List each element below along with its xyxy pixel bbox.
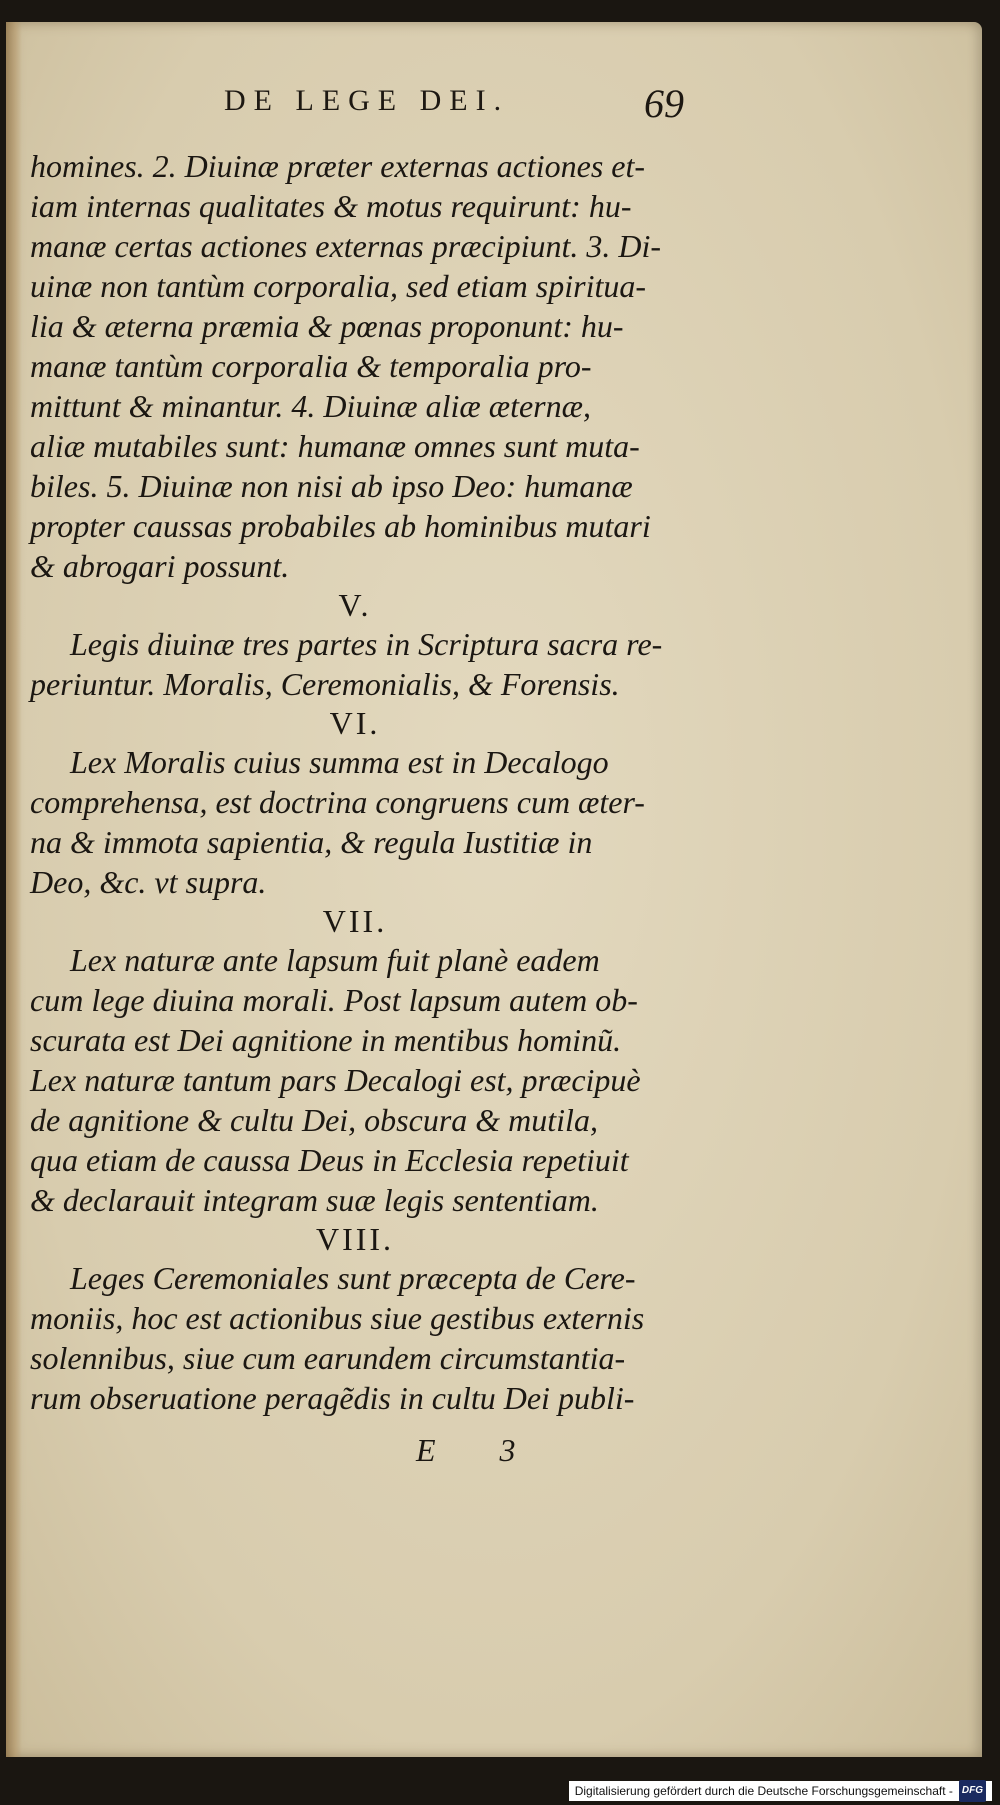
page-text-block <box>30 146 680 1418</box>
book-page <box>6 22 982 1757</box>
text-line: uinæ non tantùm corporalia, sed etiam spiritua- <box>30 268 646 304</box>
section-numeral: VIII. <box>315 1221 395 1257</box>
digitization-credit <box>569 1781 992 1801</box>
text-line: comprehensa, est doctrina congruens cum æter- <box>30 784 645 820</box>
text-line: mittunt & minantur. 4. Diuinæ aliæ æternæ, <box>30 388 591 424</box>
dfg-logo-icon: DFG <box>959 1780 986 1802</box>
text-line: propter caussas probabiles ab hominibus mutari <box>30 508 651 544</box>
page-number: 69 <box>644 81 684 126</box>
text-line: Lex naturæ tantum pars Decalogi est, præcipuè <box>30 1062 641 1098</box>
text-line: scurata est Dei agnitione in mentibus hominũ. <box>30 1022 622 1058</box>
text-line: homines. 2. Diuinæ præter externas actiones et- <box>30 148 646 184</box>
text-line: biles. 5. Diuinæ non nisi ab ipso Deo: humanæ <box>30 468 633 504</box>
section-numeral: VI. <box>329 705 381 741</box>
text-line: na & immota sapientia, & regula Iustitiæ in <box>30 824 593 860</box>
text-line: Legis diuinæ tres partes in Scriptura sacra re- <box>70 626 663 662</box>
text-line: lia & æterna præmia & pœnas proponunt: hu- <box>30 308 624 344</box>
running-title: DE LEGE DEI. <box>224 84 510 117</box>
section-numeral: VII. <box>322 903 388 939</box>
signature-mark: E 3 <box>416 1432 544 1468</box>
credit-text: Digitalisierung gefördert durch die Deutsche Forschungsgemeinschaft - <box>574 1784 953 1798</box>
text-line: cum lege diuina morali. Post lapsum autem ob- <box>30 982 638 1018</box>
text-line: manæ tantùm corporalia & temporalia pro- <box>30 348 592 384</box>
text-line: Deo, &c. vt supra. <box>30 864 267 900</box>
text-line: rum obseruatione peragẽdis in cultu Dei publi- <box>30 1380 635 1416</box>
text-line: manæ certas actiones externas præcipiunt. 3. Di- <box>30 228 662 264</box>
text-line: Lex Moralis cuius summa est in Decalogo <box>70 744 609 780</box>
text-line: qua etiam de caussa Deus in Ecclesia repetiuit <box>30 1142 629 1178</box>
text-line: & abrogari possunt. <box>30 548 290 584</box>
section-numeral: V. <box>338 587 372 623</box>
text-line: de agnitione & cultu Dei, obscura & mutila, <box>30 1102 598 1138</box>
text-line: iam internas qualitates & motus requirunt: hu- <box>30 188 632 224</box>
text-line: moniis, hoc est actionibus siue gestibus externis <box>30 1300 645 1336</box>
text-line: periuntur. Moralis, Ceremonialis, & Forensis. <box>30 666 620 702</box>
text-line: Lex naturæ ante lapsum fuit planè eadem <box>70 942 600 978</box>
text-line: aliæ mutabiles sunt: humanæ omnes sunt muta- <box>30 428 640 464</box>
page-gutter-shadow <box>6 22 22 1757</box>
text-line: solennibus, siue cum earundem circumstantia- <box>30 1340 626 1376</box>
text-line: & declarauit integram suæ legis sententiam. <box>30 1182 599 1218</box>
text-line: Leges Ceremoniales sunt præcepta de Cere- <box>70 1260 636 1296</box>
